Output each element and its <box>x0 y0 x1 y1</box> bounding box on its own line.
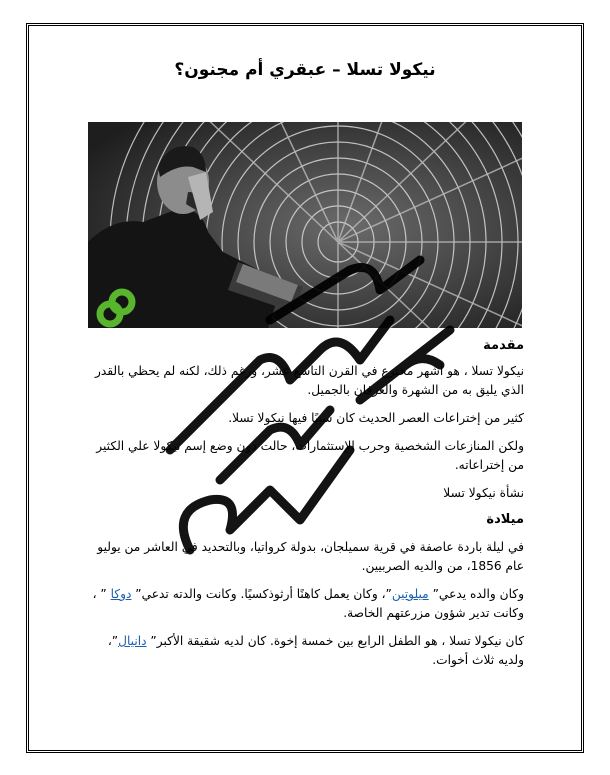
parents-text-1: وكان والده يدعي” <box>428 587 524 601</box>
parents-text-3: ” ، وكانت تدير شؤون مزرعتهم الخاصة. <box>92 587 524 620</box>
tesla-photo <box>88 122 522 328</box>
page-title: نيكولا تسلا – عبقري أم مجنون؟ <box>174 60 436 80</box>
paragraph-intro: نيكولا تسلا ، هو أشهر مخترع في القرن التاسع عشر، ورغم ذلك، لكنه لم يحظي بالقدر الذي يليق به من الشهرة والعرفان بالجميل. <box>94 364 524 397</box>
paragraph-siblings <box>86 632 524 670</box>
paragraph-upbringing: نشأة نيكولا تسلا <box>443 486 524 500</box>
link-duka[interactable]: دوكا <box>110 587 132 601</box>
paragraph-birth: في ليلة باردة عاصفة في قرية سميلجان، بدولة كرواتيا، وبالتحديد في العاشر من يوليو عام 1856، من والديه الصربيين. <box>97 540 524 573</box>
link-dane[interactable]: دانيال <box>118 634 147 648</box>
paragraph-disputes: ولكن المنازعات الشخصية وحرب الإستثمارات، حالت دون وضع إسم نيكولا علي الكثير من إختراعاته. <box>96 439 524 472</box>
siblings-text-1: كان نيكولا تسلا ، هو الطفل الرابع بين خمسة إخوة. كان لديه شقيقة الأكبر” <box>146 634 524 648</box>
paragraph-inventions: كثير من إختراعات العصر الحديث كان سببًا فيها نيكولا تسلا. <box>228 411 524 425</box>
link-milutin[interactable]: ميلوتين <box>391 587 429 601</box>
birth-heading: ميلادة <box>486 512 524 527</box>
paragraph-parents <box>86 585 524 623</box>
intro-heading: مقدمة <box>483 338 524 353</box>
intro-section <box>86 336 524 670</box>
parents-text-2: ”، وكان يعمل كاهنًا أرثوذكسيًا. وكانت والدته تدعي” <box>131 587 392 601</box>
siblings-text-2: ”، ولديه ثلاث أخوات. <box>107 634 524 667</box>
